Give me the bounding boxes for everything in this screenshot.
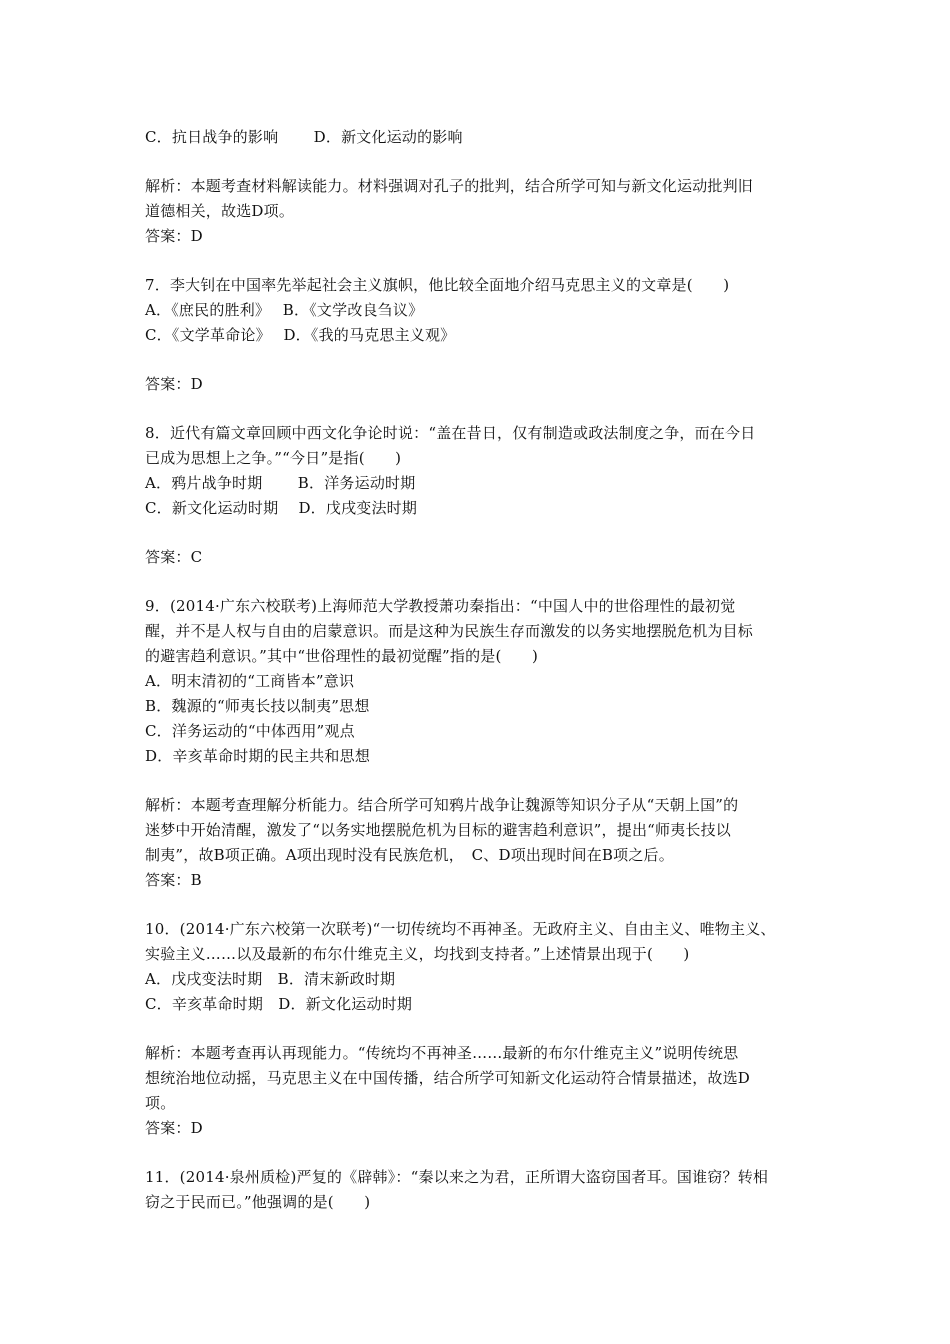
q9-answer: 答案：B [145, 871, 202, 889]
q9-option: B．魏源的“师夷长技以制夷”思想 [145, 697, 370, 715]
q10-stem-line: 实验主义……以及最新的布尔什维克主义，均找到支持者。”上述情景出现于( ) [145, 945, 690, 963]
q7-options-cd: C．《文学革命论》 D．《我的马克思主义观》 [145, 326, 456, 344]
q8-answer: 答案：C [145, 548, 203, 566]
q9-analysis-line: 制夷”，故B项正确。A项出现时没有民族危机， C、D项出现时间在B项之后。 [145, 846, 674, 864]
q9-option: D．辛亥革命时期的民主共和思想 [145, 747, 371, 765]
q8-stem-line: 8．近代有篇文章回顾中西文化争论时说：“盖在昔日，仅有制造或政法制度之争，而在今日 [145, 424, 756, 442]
q10-options-cd: C．辛亥革命时期 D．新文化运动时期 [145, 995, 413, 1013]
q8-options-cd: C．新文化运动时期 D．戊戌变法时期 [145, 499, 418, 517]
q9-stem-line: 的避害趋利意识。”其中“世俗理性的最初觉醒”指的是( ) [145, 647, 539, 665]
q9-stem-line: 9．(2014·广东六校联考)上海师范大学教授萧功秦指出：“中国人中的世俗理性的最初觉 [145, 597, 736, 615]
q11-stem-line: 窃之于民而已。”他强调的是( ) [145, 1193, 371, 1211]
q11-stem-line: 11．(2014·泉州质检)严复的《辟韩》：“秦以来之为君，正所谓大盗窃国者耳。国谁窃？转相 [145, 1168, 769, 1186]
q6-analysis-line: 道德相关，故选D项。 [145, 202, 295, 220]
q6-analysis-line: 解析：本题考查材料解读能力。材料强调对孔子的批判，结合所学可知与新文化运动批判旧 [145, 177, 754, 195]
q8-options-ab: A．鸦片战争时期 B．洋务运动时期 [145, 474, 416, 492]
q7-options-ab: A．《庶民的胜利》 B．《文学改良刍议》 [145, 301, 424, 319]
q9-option: A．明末清初的“工商皆本”意识 [145, 672, 355, 690]
q10-answer: 答案：D [145, 1119, 203, 1137]
q6-answer: 答案：D [145, 227, 203, 245]
document-page [145, 125, 825, 1215]
q10-options-ab: A．戊戌变法时期 B．清末新政时期 [145, 970, 396, 988]
q9-analysis-line: 解析：本题考查理解分析能力。结合所学可知鸦片战争让魏源等知识分子从“天朝上国”的 [145, 796, 739, 814]
q7-stem: 7．李大钊在中国率先举起社会主义旗帜，他比较全面地介绍马克思主义的文章是( ) [145, 276, 730, 294]
q9-option: C．洋务运动的“中体西用”观点 [145, 722, 355, 740]
q7-answer: 答案：D [145, 375, 203, 393]
q10-analysis-line: 项。 [145, 1094, 176, 1112]
q10-analysis-line: 解析：本题考查再认再现能力。“传统均不再神圣……最新的布尔什维克主义”说明传统思 [145, 1044, 739, 1062]
q6-options-cd: C．抗日战争的影响 D．新文化运动的影响 [145, 128, 463, 146]
q8-stem-line: 已成为思想上之争。”“今日”是指( ) [145, 449, 402, 467]
q9-analysis-line: 迷梦中开始清醒，激发了“以务实地摆脱危机为目标的避害趋利意识”，提出“师夷长技以 [145, 821, 732, 839]
q10-stem-line: 10．(2014·广东六校第一次联考)“一切传统均不再神圣。无政府主义、自由主义、唯物主义、 [145, 920, 776, 938]
q10-analysis-line: 想统治地位动摇，马克思主义在中国传播，结合所学可知新文化运动符合情景描述，故选D [145, 1069, 751, 1087]
q9-stem-line: 醒，并不是人权与自由的启蒙意识。而是这种为民族生存而激发的以务实地摆脱危机为目标 [145, 622, 754, 640]
